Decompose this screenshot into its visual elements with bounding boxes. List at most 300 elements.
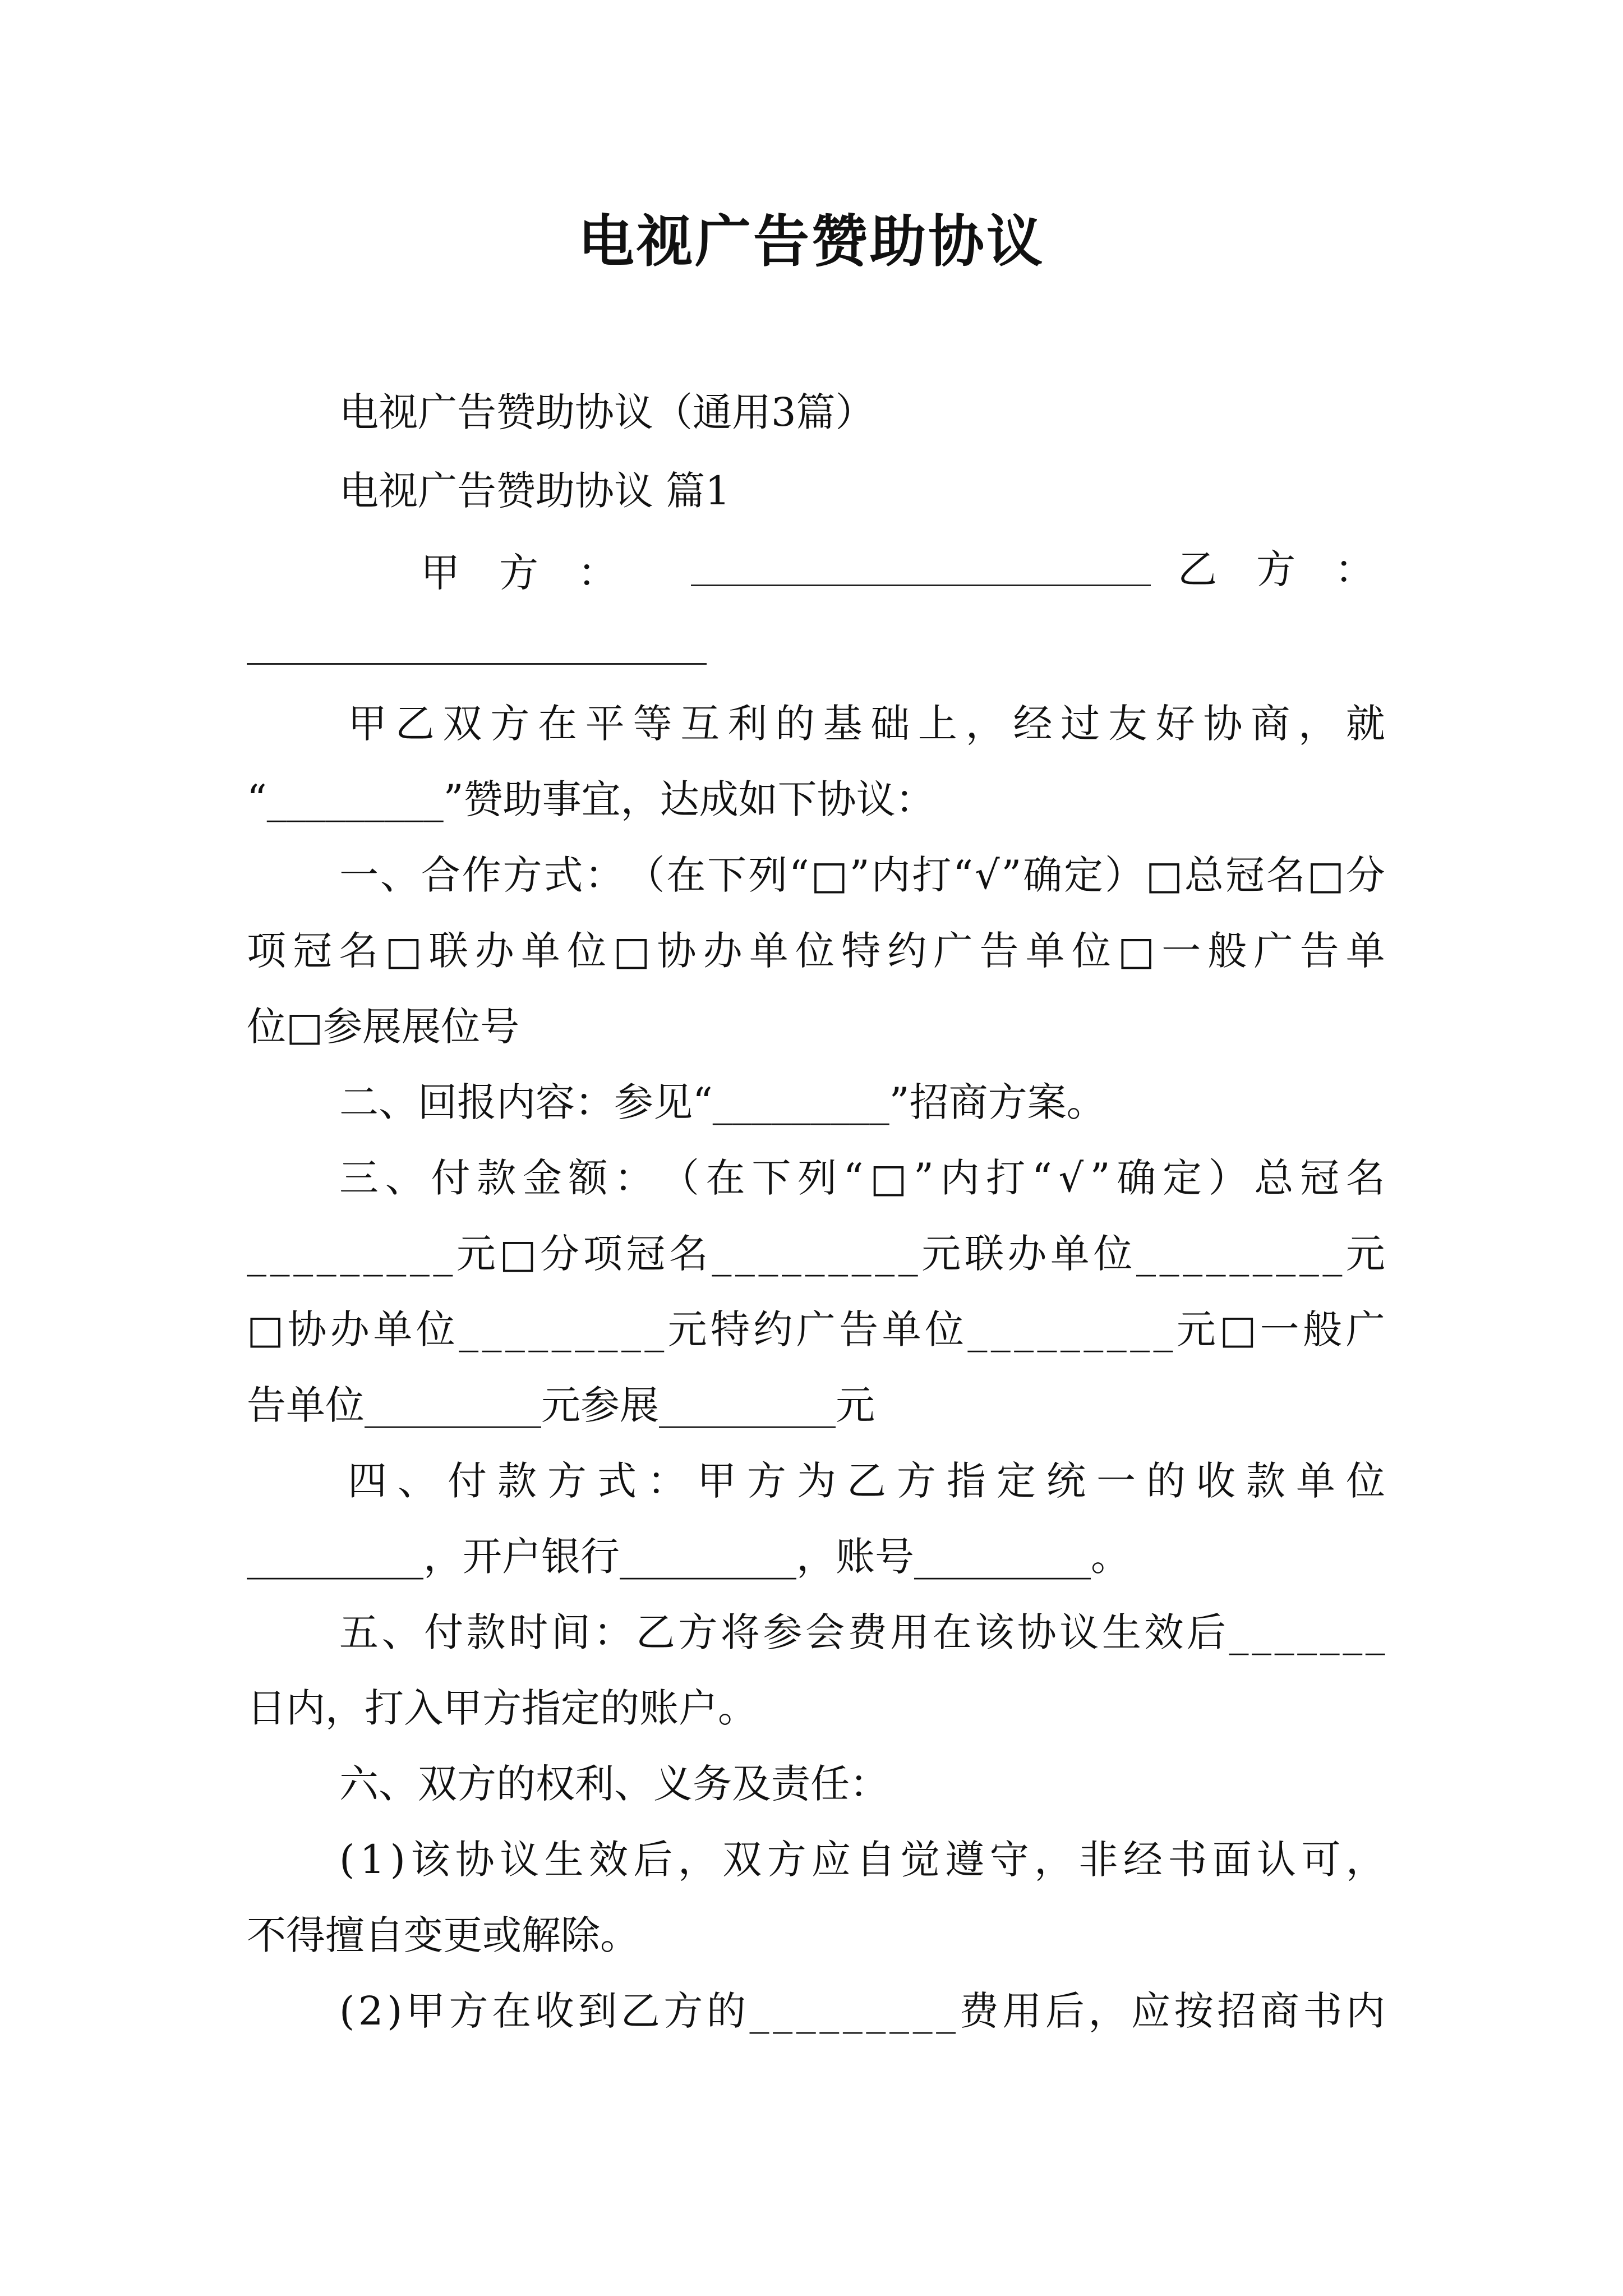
body-char: 下 [707,852,747,898]
body-char: 办 [330,1306,370,1352]
body-char: 作 [462,852,501,898]
body-char: _ [1037,1306,1057,1352]
body-char: 元 [1176,1306,1216,1352]
body-char: 一 [1260,1306,1299,1352]
body-char: 双 [442,701,482,747]
body-char: _ [819,1988,840,2034]
body-char: 位 [1093,1231,1133,1277]
body-char: _ [293,1231,313,1277]
body-char: _ [936,1988,956,2034]
body-char: 非 [1078,1837,1118,1883]
body-char: “ [1031,1155,1052,1201]
body-char: 遵 [945,1837,985,1883]
body-char: 面 [1212,1837,1252,1883]
body-char: _ [316,1231,336,1277]
body-char: ” [1090,1155,1110,1201]
body-char: _ [1320,1609,1340,1655]
body-char: 乙 [847,1458,886,1504]
body-char: 合 [421,852,460,898]
body-char: 位 [416,1306,455,1352]
body-char: 收 [534,1988,574,2034]
body-char: 在 [706,1155,745,1201]
body-char: _ [1229,1231,1249,1277]
body-char: 广 [1253,928,1293,974]
body-char: □ [385,928,422,974]
party-b-row [1178,546,1413,592]
body-char: 双 [722,1837,762,1883]
body-char: 议 [500,1837,540,1883]
body-char: 平 [585,701,625,747]
body-char: ： [584,852,624,898]
body-char: 广 [1345,1306,1385,1352]
body-char: _ [1153,1306,1173,1352]
body-char: 款 [497,1458,537,1504]
body-char: 乙 [620,1988,660,2034]
body-char: 打 [912,852,952,898]
body-char: ： [647,1458,686,1504]
body-char: _ [551,1306,571,1352]
body-char: 好 [1155,701,1195,747]
body-char: 冠 [1300,1155,1340,1201]
body-char: 、 [385,1155,425,1201]
body-char: ， [677,1837,717,1883]
body-char: _ [851,1231,872,1277]
body-char: 应 [1131,1988,1171,2034]
body-char: 告 [839,1306,879,1352]
body-char: 方 [449,1988,488,2034]
body-char: 为 [797,1458,836,1504]
body-line [339,1988,1385,2034]
body-char: 式 [543,852,583,898]
party-b-blank-row [247,628,707,671]
body-char: 生 [544,1837,584,1883]
body-char: ） [1104,852,1144,898]
body-char: _ [781,1231,801,1277]
body-char: 会 [805,1609,845,1655]
body-line: 不得擅自变更或解除。 [247,1912,639,1958]
body-char: _ [1322,1231,1343,1277]
body-char: 础 [870,701,910,747]
body-char: _ [1343,1609,1363,1655]
body-char: “ [843,1155,864,1201]
document-title: 电视广告赞助协议 [578,208,1045,274]
body-char: 付 [424,1609,464,1655]
body-char: 书 [1168,1837,1207,1883]
body-char: 单 [1025,928,1065,974]
body-char: _ [1299,1231,1319,1277]
body-char: 元 [1345,1231,1385,1277]
body-line [348,1458,1385,1504]
body-char: 觉 [900,1837,940,1883]
body-char: ) [387,1988,403,2034]
body-char: 间 [551,1609,591,1655]
body-char: 冠 [1225,852,1265,898]
body-char: 位 [795,928,834,974]
body-char: 位 [567,928,607,974]
body-char: 额 [568,1155,608,1201]
body-char: 名 [1266,852,1306,898]
body-char: √ [1058,1155,1084,1201]
body-char: 冠 [293,928,333,974]
body-char: 四 [348,1458,387,1504]
body-char: □ [613,928,651,974]
body-char: 生 [1101,1609,1141,1655]
body-char: _ [1183,1231,1203,1277]
body-char: □ [1307,852,1344,898]
body-char: ， [1034,1837,1074,1883]
body-char: 金 [522,1155,562,1201]
body-char: _ [1130,1306,1150,1352]
body-char: 单 [373,1306,413,1352]
body-char: ( [339,1837,355,1883]
body-char: _ [409,1231,430,1277]
body-char: 的 [775,701,815,747]
body-char: 告 [979,928,1019,974]
body-char: 定 [997,1458,1036,1504]
body-char: 用 [1002,1988,1042,2034]
body-char: _ [1365,1609,1385,1655]
body-line [348,701,1385,747]
body-char: 上 [918,701,957,747]
body-char: （ [625,852,665,898]
body-char: 单 [1050,1231,1090,1277]
body-line [247,1231,1385,1277]
body-char: _ [1014,1306,1034,1352]
body-char: √ [974,852,1000,898]
body-char: 费 [847,1609,887,1655]
body-char: 守 [989,1837,1029,1883]
body-char: 打 [986,1155,1026,1201]
body-char: （ [660,1155,699,1201]
body-char: _ [1252,1609,1272,1655]
body-char: 后 [1186,1609,1226,1655]
body-line: 六、双方的权利、义务及责任： [339,1761,889,1807]
body-char: 在 [538,701,577,747]
body-char: 方 [490,701,530,747]
body-char: 办 [703,928,743,974]
body-char: _ [482,1306,502,1352]
body-char: _ [1274,1609,1294,1655]
body-char: □ [1145,852,1183,898]
body-char: 单 [882,1306,921,1352]
party-b-label: 乙方： [1178,546,1413,592]
body-char: 认 [1257,1837,1297,1883]
body-char: 位 [1346,1458,1385,1504]
body-char: 协 [657,928,697,974]
body-line [339,852,1385,898]
body-char: 在 [492,1988,532,2034]
body-char: ， [1298,701,1338,747]
body-char: ） [1208,1155,1248,1201]
body-char: 到 [578,1988,617,2034]
body-char: 特 [841,928,881,974]
body-char: 经 [1013,701,1053,747]
body-char: 付 [431,1155,471,1201]
body-char: _ [912,1988,933,2034]
body-char: 该 [411,1837,450,1883]
section-heading: 电视广告赞助协议 篇1 [339,468,730,514]
document-subtitle: 电视广告赞助协议（通用3篇） [339,389,875,435]
body-char: 协 [1203,701,1243,747]
body-char: 单 [1345,928,1385,974]
body-char: 一 [1161,928,1201,974]
body-char: □ [1219,1306,1257,1352]
body-line [247,1306,1385,1352]
body-char: 约 [887,928,927,974]
body-char: 自 [856,1837,896,1883]
body-char: □ [499,1231,537,1277]
body-char: 五 [339,1609,379,1655]
body-char: 办 [474,928,514,974]
body-char: 式 [597,1458,637,1504]
body-char: 办 [1007,1231,1047,1277]
body-char: 协 [1017,1609,1057,1655]
body-char: _ [459,1306,479,1352]
body-char: _ [898,1231,918,1277]
body-char: _ [758,1231,778,1277]
body-char: 效 [589,1837,629,1883]
body-char: 过 [1061,701,1100,747]
body-char: 甲 [348,701,387,747]
body-char: 内 [1345,1988,1385,2034]
body-char: 在 [932,1609,972,1655]
body-line [247,928,1385,974]
body-char: 广 [933,928,973,974]
body-char: 联 [964,1231,1004,1277]
body-char: 可 [1301,1837,1341,1883]
body-char: 、 [381,1609,421,1655]
body-char: _ [644,1306,665,1352]
body-line: _________，开户银行_________，账号_________。 [247,1534,1130,1580]
body-char: 方 [747,1458,786,1504]
body-line: 位□参展展位号 [247,1004,520,1050]
body-char: _ [712,1231,732,1277]
body-char: 付 [448,1458,487,1504]
body-char: ( [339,1988,355,2034]
body-char: 就 [1345,701,1385,747]
body-char: _ [796,1988,816,2034]
body-char: 方 [767,1837,806,1883]
body-char: 议 [1059,1609,1099,1655]
body-char: 总 [1254,1155,1294,1201]
body-char: _ [598,1306,618,1352]
body-char: _ [866,1988,886,2034]
body-char: 方 [663,1988,703,2034]
body-char: ” [849,852,870,898]
body-char: _ [1276,1231,1296,1277]
body-char: 商 [1260,1988,1299,2034]
body-char: _ [889,1988,909,2034]
body-char: 内 [940,1155,980,1201]
body-char: 、 [380,852,419,898]
body-char: 单 [520,928,560,974]
body-char: _ [1060,1306,1080,1352]
body-char: 分 [540,1231,580,1277]
body-char: _ [386,1231,407,1277]
body-char: 般 [1303,1306,1343,1352]
body-char: 约 [753,1306,793,1352]
body-char: 等 [633,701,672,747]
body-char: 经 [1123,1837,1163,1883]
body-line [339,1155,1385,1201]
body-char: 定 [1163,1155,1202,1201]
body-char: _ [842,1988,863,2034]
body-char: _ [575,1306,595,1352]
body-char: 确 [1023,852,1063,898]
body-char: 商 [1251,701,1290,747]
body-char: 方 [547,1458,587,1504]
body-char: 1 [359,1837,385,1883]
body-char: _ [1083,1306,1104,1352]
body-char: 效 [1144,1609,1184,1655]
body-char: □ [247,1306,284,1352]
body-char: 统 [1046,1458,1086,1504]
body-char: 单 [749,928,789,974]
body-char: 定 [1064,852,1104,898]
body-char: “ [953,852,974,898]
body-char: 冠 [626,1231,666,1277]
body-char: 用 [890,1609,930,1655]
body-line [339,1837,1385,1883]
body-char: 招 [1217,1988,1257,2034]
body-char: 项 [583,1231,623,1277]
body-char: 款 [466,1609,506,1655]
body-char: □ [810,852,848,898]
body-char: 项 [247,928,286,974]
body-char: ) [390,1837,405,1883]
body-char: 利 [728,701,767,747]
body-char: ： [614,1155,654,1201]
body-char: 后 [633,1837,673,1883]
body-char: _ [1297,1609,1317,1655]
body-char: _ [735,1231,755,1277]
body-char: 收 [1196,1458,1235,1504]
body-char: 后 [1045,1988,1085,2034]
body-char: 款 [1246,1458,1285,1504]
body-char: _ [875,1231,895,1277]
body-char: _ [1106,1306,1127,1352]
body-char: _ [749,1988,769,2034]
body-char: 乙 [635,1609,675,1655]
body-char: _ [828,1231,849,1277]
body-char: _ [990,1306,1011,1352]
body-char: 友 [1108,701,1147,747]
body-char: 方 [502,852,542,898]
body-char: 分 [1345,852,1385,898]
body-char: 协 [287,1306,327,1352]
body-char: 总 [1184,852,1224,898]
body-char: _ [505,1306,525,1352]
body-char: 列 [797,1155,837,1201]
body-char: ： [593,1609,633,1655]
body-char: ” [914,1155,934,1201]
body-char: 互 [680,701,720,747]
body-char: 款 [477,1155,517,1201]
body-char: _ [773,1988,793,2034]
body-char: 、 [398,1458,437,1504]
body-char: 参 [763,1609,803,1655]
body-char: _ [1136,1231,1156,1277]
body-char: 甲 [405,1988,445,2034]
body-char: _ [363,1231,383,1277]
body-char: 位 [924,1306,964,1352]
body-char: 该 [975,1609,1015,1655]
party-a-blank [691,550,1151,586]
body-char: 下 [751,1155,791,1201]
body-char: 告 [1299,928,1339,974]
body-line: “_________”赞助事宜，达成如下协议： [247,776,935,822]
body-char: 方 [897,1458,936,1504]
body-char: ， [1088,1988,1128,2034]
body-char: 甲 [697,1458,736,1504]
body-char: 在 [666,852,706,898]
body-char: _ [1206,1231,1226,1277]
body-char: 费 [959,1988,999,2034]
body-char: 协 [455,1837,495,1883]
body-char: _ [270,1231,290,1277]
body-char: 元 [921,1231,961,1277]
body-char: 元 [456,1231,496,1277]
body-char: 名 [668,1231,708,1277]
body-char: 联 [428,928,468,974]
body-char: _ [340,1231,360,1277]
body-char: ， [965,701,1005,747]
body-char: 的 [706,1988,746,2034]
body-line: 日内，打入甲方指定的账户。 [247,1685,757,1731]
body-char: _ [621,1306,641,1352]
body-char: 般 [1207,928,1247,974]
body-char: 名 [339,928,379,974]
body-char: _ [528,1306,548,1352]
body-char: 乙 [395,701,435,747]
body-char: 广 [796,1306,836,1352]
body-char: 方 [678,1609,718,1655]
body-char: 时 [509,1609,548,1655]
party-a-label: 甲方： [421,550,656,596]
body-line: 告单位_________元参展_________元 [247,1382,875,1428]
body-char: 元 [667,1306,707,1352]
party-b-blank [247,628,707,665]
body-char: 基 [823,701,863,747]
body-char: ” [1001,852,1022,898]
body-char: ， [1345,1837,1385,1883]
body-char: 书 [1303,1988,1343,2034]
body-char: 按 [1174,1988,1214,2034]
body-char: _ [1229,1609,1249,1655]
body-char: 位 [1071,928,1111,974]
body-char: 将 [720,1609,760,1655]
body-char: 三 [339,1155,379,1201]
body-char: 应 [811,1837,851,1883]
body-char: _ [433,1231,453,1277]
body-char: □ [870,1155,907,1201]
body-char: _ [805,1231,825,1277]
body-char: 一 [1096,1458,1136,1504]
body-char: 特 [711,1306,750,1352]
body-char: 单 [1296,1458,1335,1504]
body-char: □ [1117,928,1155,974]
body-char: 确 [1117,1155,1156,1201]
body-char: 名 [1345,1155,1385,1201]
body-char: 2 [358,1988,384,2034]
body-char: 指 [947,1458,986,1504]
body-char: _ [967,1306,988,1352]
body-char: 一 [339,852,379,898]
body-char: _ [1159,1231,1179,1277]
body-char: _ [1252,1231,1272,1277]
body-char: “ [789,852,809,898]
body-char: 的 [1146,1458,1186,1504]
